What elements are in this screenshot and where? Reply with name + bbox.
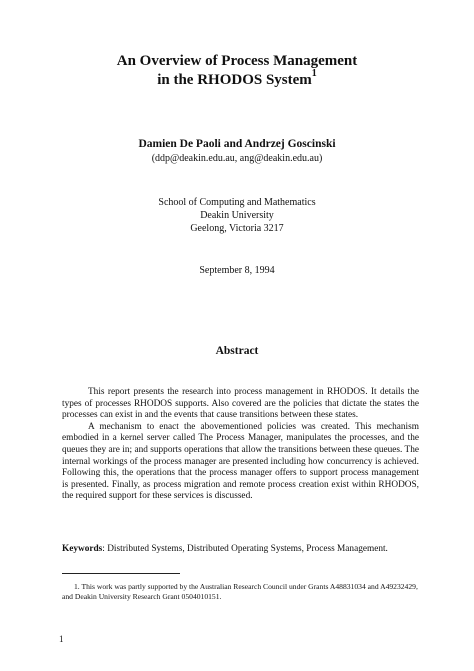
title-line-2 (0, 68, 474, 90)
abstract-paragraph-2: A mechanism to enact the abovementioned policies was created. This mechanism embodied in a kernel server called The Process Manager, manipulates the processes, and the queues they are in; and supports operations that allow the transitions between these queues. The internal workings of the process manager are presented including how concurrency is achieved. Following this, the operations that the process manager offers to support process management is presented. Finally, as process migration and remote process creation exist within RHODOS, the required support for these services is discussed. (62, 421, 419, 502)
title-footnote-mark: 1 (311, 68, 317, 79)
abstract-body (62, 387, 419, 503)
abstract-paragraph-1: This report presents the research into process management in RHODOS. It details the types of processes RHODOS supports. Also covered are the policies that dictate the states the processes can exist in and the events that cause transitions between these states. (62, 387, 419, 421)
keywords (62, 543, 422, 555)
author-emails: (ddp@deakin.edu.au, ang@deakin.edu.au) (151, 153, 323, 164)
title-line-2-text: in the RHODOS System (157, 72, 312, 88)
page-number: 1 (59, 634, 64, 644)
publication-date: September 8, 1994 (199, 265, 275, 276)
affiliation-line-3: Geelong, Victoria 3217 (190, 223, 284, 234)
authors: Damien De Paoli and Andrzej Goscinski (138, 138, 336, 150)
footnote-divider (62, 573, 180, 574)
paper-title (0, 52, 474, 90)
abstract-heading: Abstract (215, 345, 259, 357)
affiliation-line-2: Deakin University (200, 210, 274, 221)
keywords-text: : Distributed Systems, Distributed Operating Systems, Process Management. (102, 544, 388, 554)
affiliation (0, 196, 474, 235)
affiliation-line-1: School of Computing and Mathematics (158, 197, 316, 208)
footnote: 1. This work was partly supported by the Australian Research Council under Grants A48831034 and A49232429, and Deakin University Research Grant 0504010151. (62, 582, 418, 601)
keywords-label: Keywords (62, 544, 103, 554)
title-line-1: An Overview of Process Management (116, 53, 358, 69)
